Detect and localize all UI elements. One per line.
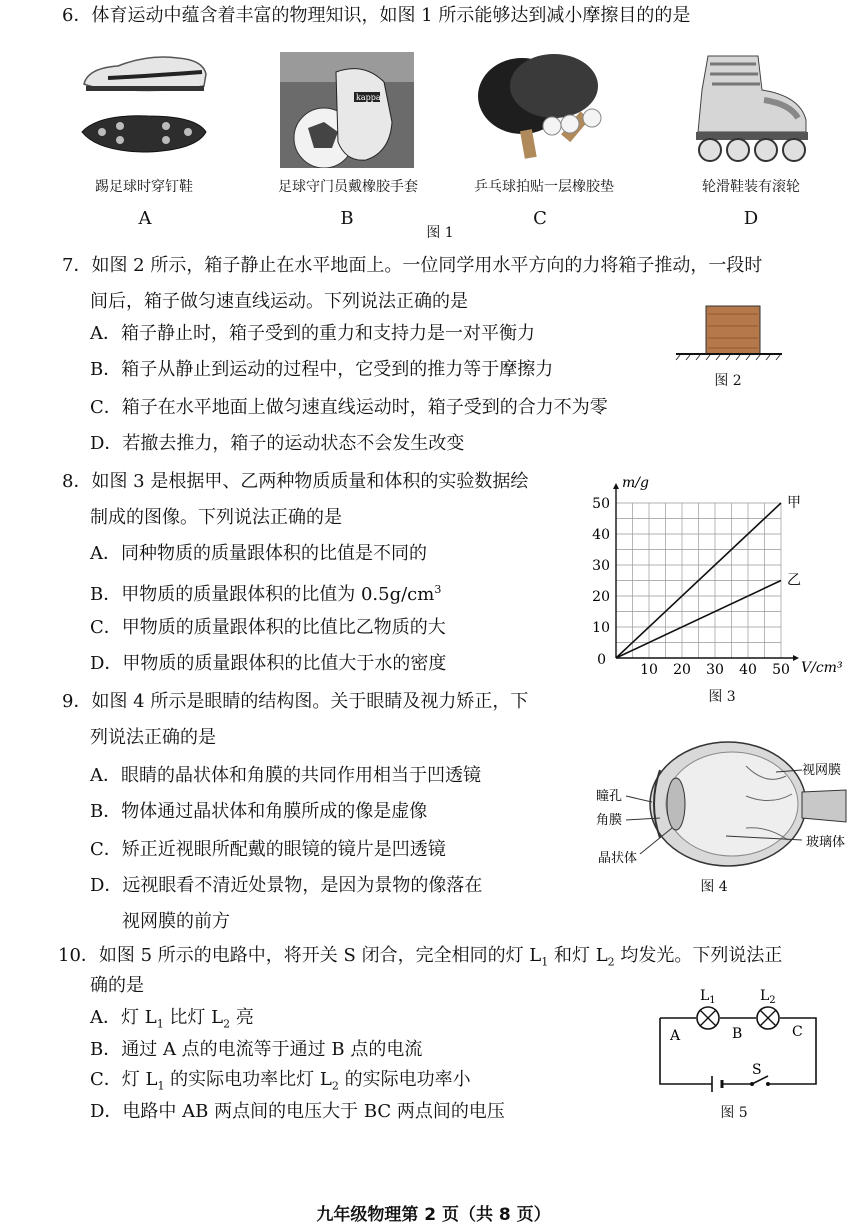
y-tick-label: 50: [592, 496, 610, 512]
option-a-letter: A: [138, 208, 152, 229]
q7-option-b: B．箱子从静止到运动的过程中，它受到的推力等于摩擦力: [90, 359, 554, 380]
q8-option-b: B．甲物质的质量跟体积的比值为 $0.5g/cm^3$: [90, 583, 442, 605]
figure-1-caption: 图 1: [426, 225, 454, 241]
lamp-l2: [757, 1007, 779, 1029]
figure-3-chart: [590, 462, 860, 682]
x-tick-label: 20: [673, 662, 691, 678]
y-tick-label: 40: [592, 527, 610, 543]
q8-option-c: C．甲物质的质量跟体积的比值比乙物质的大: [90, 617, 446, 638]
cornea-label: 角膜: [596, 813, 623, 828]
figure-2-caption: 图 2: [714, 373, 742, 389]
q9-stem-line1: 9．如图 4 所示是眼睛的结构图。关于眼睛及视力矫正，下: [62, 691, 529, 712]
x-tick-label: 50: [772, 662, 790, 678]
q8-option-d: D．甲物质的质量跟体积的比值大于水的密度: [90, 653, 447, 674]
battery: [712, 1076, 722, 1092]
roller-skate-icon: [680, 50, 820, 166]
figure-3-caption: 图 3: [708, 689, 736, 705]
origin-label: 0: [597, 652, 606, 668]
q8-option-a: A．同种物质的质量跟体积的比值是不同的: [90, 543, 427, 564]
ping-pong-image: [470, 52, 614, 164]
q8-stem-line1: 8．如图 3 是根据甲、乙两种物质质量和体积的实验数据绘: [62, 471, 529, 492]
pupil-label: 瞳孔: [596, 789, 623, 804]
mass-volume-chart: [590, 462, 860, 682]
lens-label: 晶状体: [598, 851, 638, 866]
q7-stem-line2: 间后，箱子做匀速直线运动。下列说法正确的是: [90, 291, 468, 312]
x-axis-label: V/cm³: [801, 660, 843, 676]
switch-label: S: [752, 1062, 762, 1078]
y-tick-label: 10: [592, 620, 610, 636]
q9-option-d-continued: 视网膜的前方: [122, 911, 230, 932]
y-tick-label: 30: [592, 558, 610, 574]
ping-pong-paddles-icon: [470, 52, 614, 164]
glove-brand-text: kappa: [356, 93, 381, 102]
q10-option-d: D．电路中 AB 两点间的电压大于 BC 两点间的电压: [90, 1101, 505, 1122]
q10-option-b: B．通过 A 点的电流等于通过 B 点的电流: [90, 1039, 423, 1060]
x-tick-label: 40: [739, 662, 757, 678]
page-footer: 九年级物理第 2 页（共 8 页）: [316, 1205, 551, 1225]
x-axis-arrow: [793, 655, 799, 661]
q7-stem-line1: 7．如图 2 所示，箱子静止在水平地面上。一位同学用水平方向的力将箱子推动，一段时: [62, 255, 763, 276]
figure-4-caption: 图 4: [700, 879, 728, 895]
y-tick-label: 20: [592, 589, 610, 605]
q8-stem-line2: 制成的图像。下列说法正确的是: [90, 507, 342, 528]
q7-option-d: D．若撤去推力，箱子的运动状态不会发生改变: [90, 433, 465, 454]
soccer-cleats-image: [78, 48, 210, 164]
goalkeeper-glove-icon: [280, 52, 414, 168]
option-c-caption: 乒乓球拍贴一层橡胶垫: [474, 179, 614, 195]
lamp-l1: [697, 1007, 719, 1029]
figure-5-circuit: [652, 982, 826, 1092]
point-a-label: A: [670, 1028, 681, 1044]
series-label: 甲: [787, 495, 801, 511]
roller-skate-image: [680, 50, 820, 166]
box: [706, 306, 760, 354]
goalkeeper-glove-image: [280, 52, 414, 168]
l2-label: $L_2$: [760, 988, 776, 1006]
retina-label: 视网膜: [802, 763, 842, 778]
q9-option-d: D．远视眼看不清近处景物，是因为景物的像落在: [90, 875, 483, 896]
point-c-label: C: [792, 1024, 803, 1040]
q9-option-b: B．物体通过晶状体和角膜所成的像是虚像: [90, 801, 428, 822]
q10-stem-line2: 确的是: [90, 975, 144, 996]
q10-stem-line1: 10．如图 5 所示的电路中，将开关 S 闭合，完全相同的灯 $L_1$ 和灯 $L_2$ 均发光。下列说法正: [58, 945, 783, 969]
option-b-letter: B: [340, 208, 354, 229]
option-b-caption: 足球守门员戴橡胶手套: [278, 179, 418, 195]
q7-option-a: A．箱子静止时，箱子受到的重力和支持力是一对平衡力: [90, 323, 535, 344]
q10-option-c: C．灯 $L_1$ 的实际电功率比灯 $L_2$ 的实际电功率小: [90, 1069, 471, 1093]
q9-option-a: A．眼睛的晶状体和角膜的共同作用相当于凹透镜: [90, 765, 481, 786]
q9-option-c: C．矫正近视眼所配戴的眼镜的镜片是凹透镜: [90, 839, 446, 860]
figure-4-eye-diagram: [596, 736, 864, 874]
figure-2-box-diagram: [672, 300, 784, 362]
y-axis-arrow: [613, 483, 619, 489]
optic-nerve: [802, 790, 846, 822]
vitreous-label: 玻璃体: [806, 835, 846, 850]
figure-5-caption: 图 5: [720, 1105, 748, 1121]
y-axis-label: m/g: [622, 475, 649, 491]
l1-label: $L_1$: [700, 988, 716, 1006]
x-tick-label: 30: [706, 662, 724, 678]
q6-stem: 6．体育运动中蕴含着丰富的物理知识，如图 1 所示能够达到减小摩擦目的的是: [62, 5, 691, 26]
option-d-letter: D: [743, 208, 759, 229]
option-c-letter: C: [533, 208, 547, 229]
q7-option-c: C．箱子在水平地面上做匀速直线运动时，箱子受到的合力不为零: [90, 397, 608, 418]
lens: [667, 778, 685, 830]
q10-option-a: A．灯 $L_1$ 比灯 $L_2$ 亮: [90, 1007, 254, 1031]
soccer-cleats-icon: [78, 48, 210, 164]
x-tick-label: 10: [640, 662, 658, 678]
point-b-label: B: [732, 1026, 743, 1042]
option-d-caption: 轮滑鞋装有滚轮: [702, 179, 800, 195]
series-label: 乙: [787, 572, 801, 589]
q9-stem-line2: 列说法正确的是: [90, 727, 216, 748]
option-a-caption: 踢足球时穿钉鞋: [95, 179, 193, 195]
